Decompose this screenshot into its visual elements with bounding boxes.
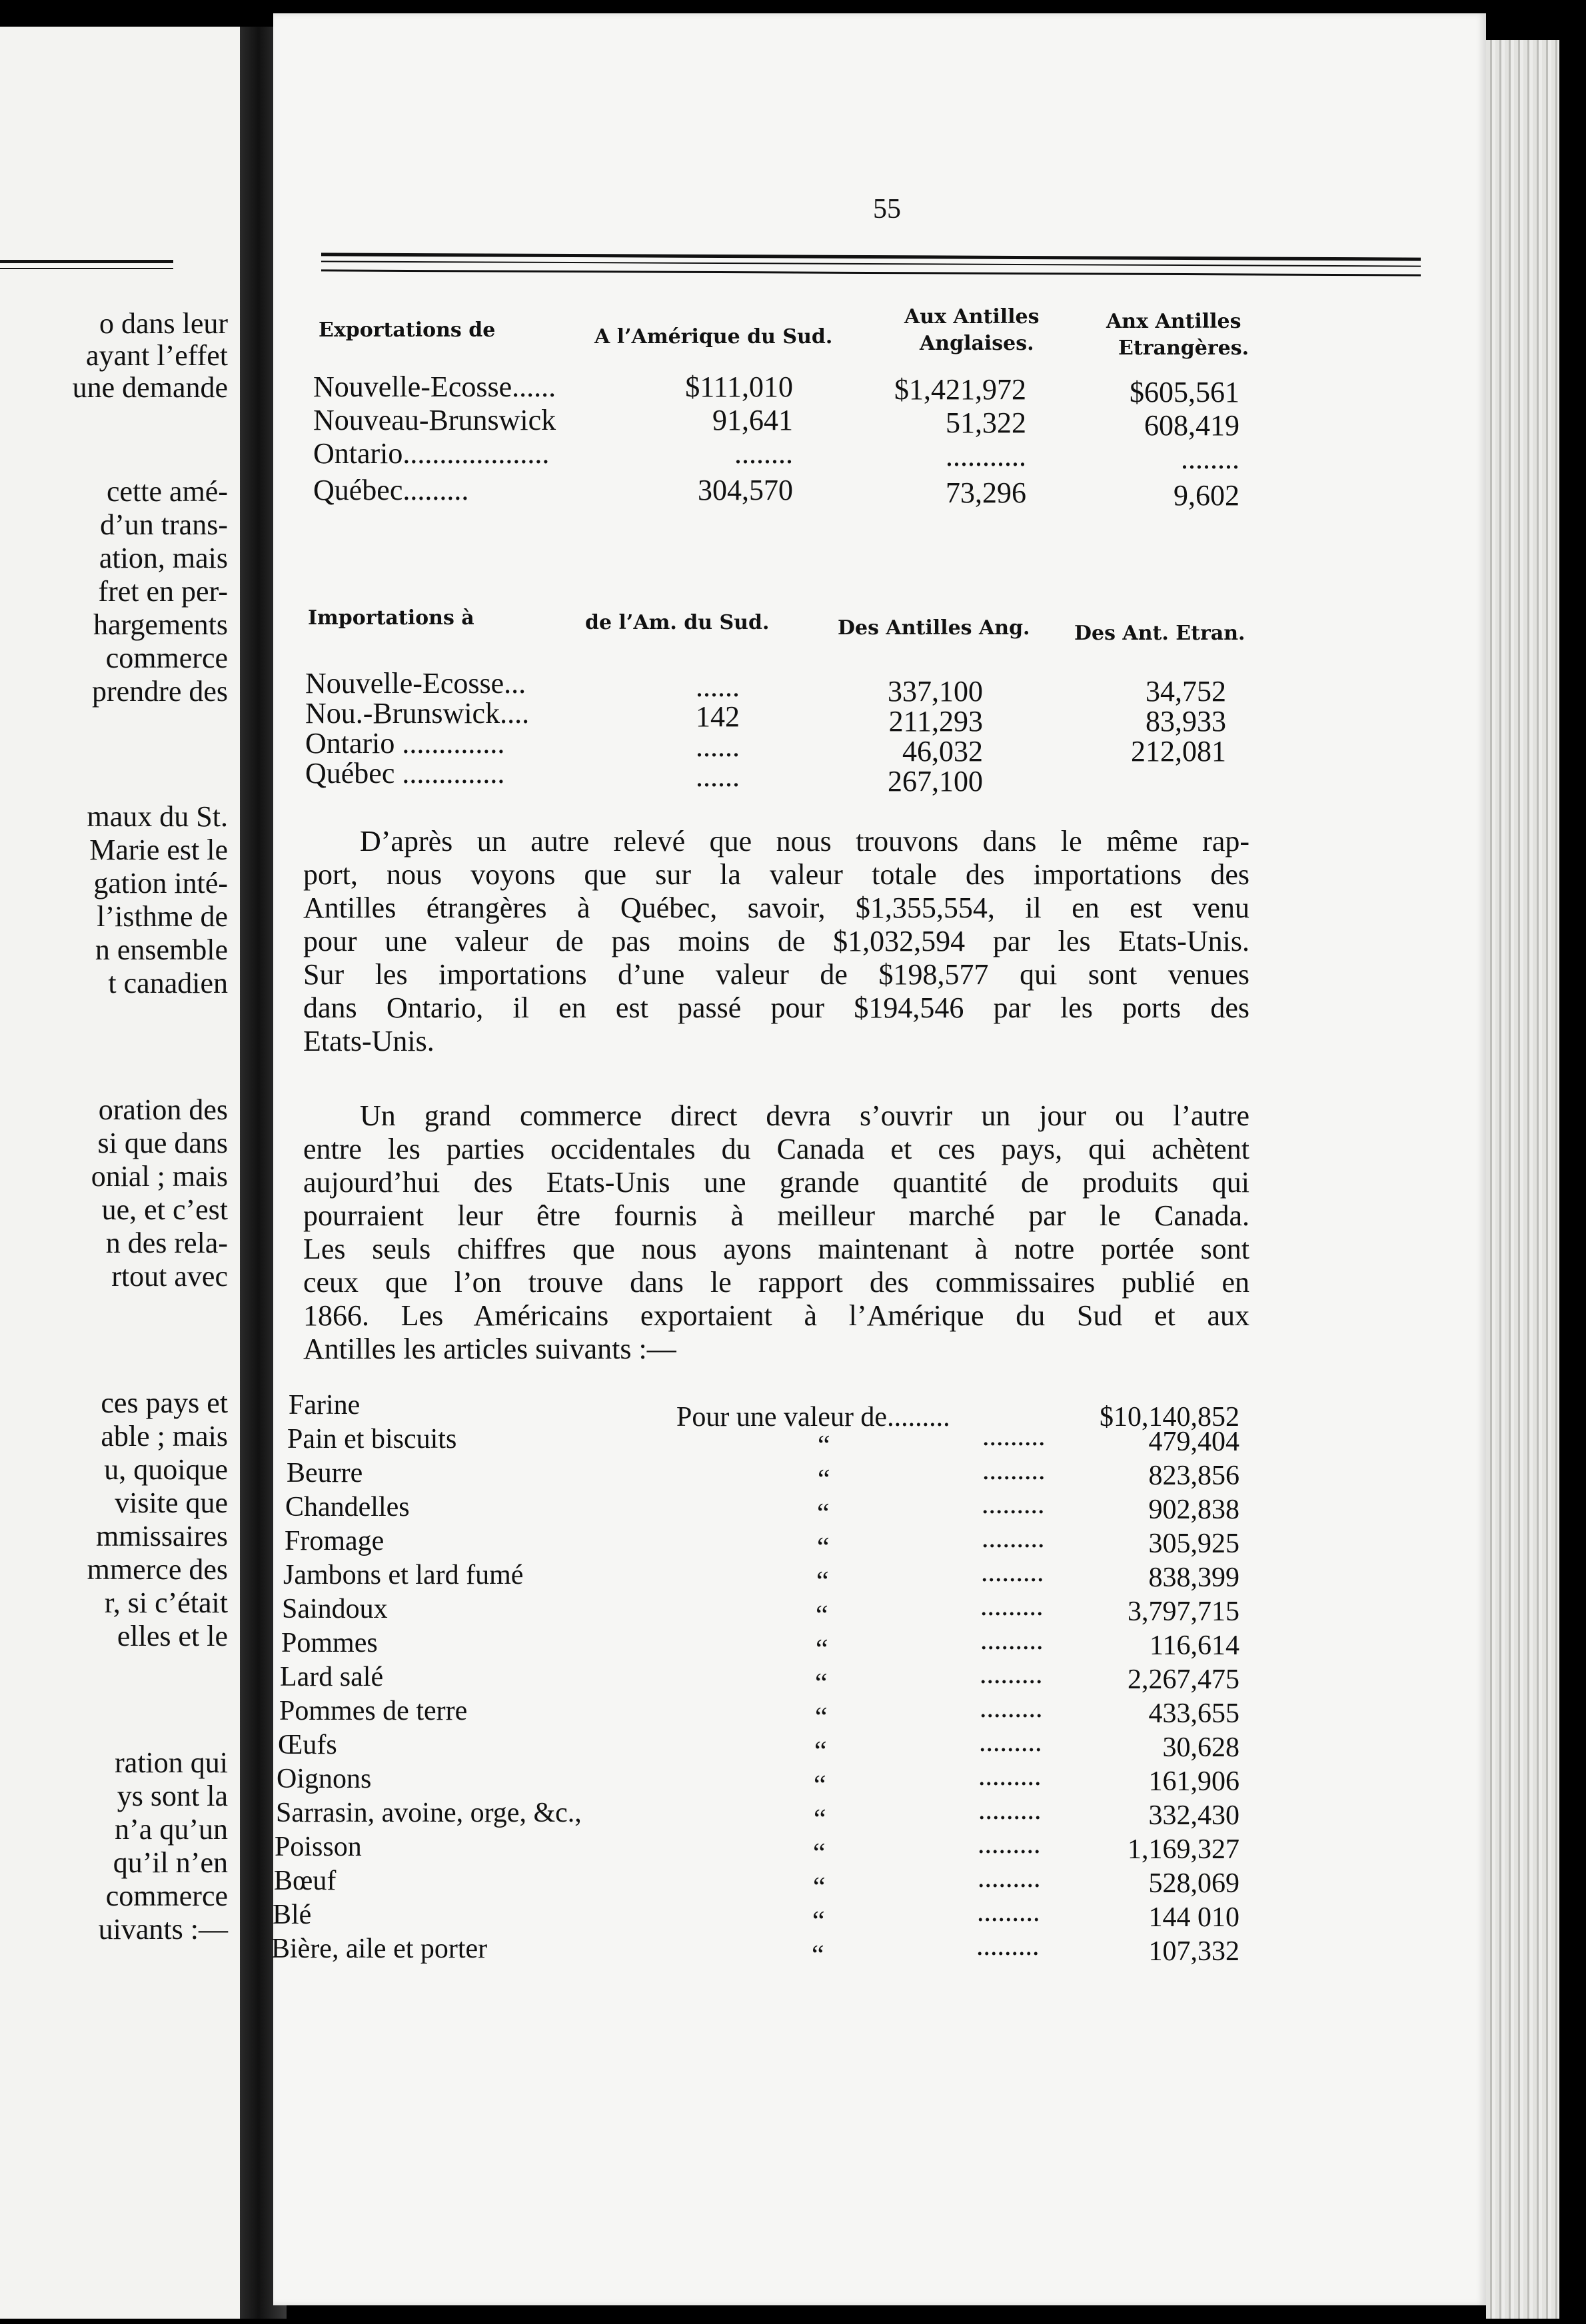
article-ditto: “ [817,1532,830,1563]
exports-row-foreign-antilles: 608,419 [1144,409,1239,442]
paragraph-line: Antilles les articles suivants :— [303,1333,676,1365]
left-page-line: oration des [98,1093,228,1126]
paragraph-line: Sur les importations d’une valeur de $198,577 qui sont venues [303,958,1249,991]
imports-row-south-america: ...... [696,670,740,703]
article-value: 838,399 [1148,1562,1239,1593]
article-value: 161,906 [1148,1766,1239,1797]
left-page-line: commerce [105,1880,228,1912]
left-page-line: gation inté- [93,867,228,899]
left-page-line: une demande [72,371,228,404]
left-page-line: mmerce des [87,1553,228,1586]
imports-row-foreign-antilles: 83,933 [1146,705,1226,738]
paragraph-line: pourraient leur être fournis à meilleur marché par le Canada. [303,1199,1249,1232]
article-name: Œufs [278,1730,337,1760]
exports-row-south-america: ........ [734,437,793,470]
paragraph-line: ceux que l’on trouve dans le rapport des commissaires publié en [303,1266,1249,1299]
exports-header-english-antilles-2: Anglaises. [920,332,1034,355]
left-page-line: si que dans [97,1127,228,1159]
left-page-line: cette amé- [107,475,228,508]
imports-row-south-america: ...... [696,730,740,763]
article-name: Oignons [277,1764,372,1794]
paragraph-line: dans Ontario, il en est passé pour $194,546 par les ports des [303,991,1249,1024]
page-edges [1486,40,1559,2319]
imports-header-english-antilles: Des Antilles Ang. [838,616,1030,640]
exports-row-english-antilles: ........... [946,440,1026,472]
imports-row-name: Québec .............. [305,757,505,790]
article-value: $10,140,852 [1100,1402,1239,1433]
article-name: Saindoux [282,1594,388,1624]
article-value: 305,925 [1148,1528,1239,1559]
article-dots: ......... [981,1557,1044,1588]
article-name: Bière, aile et porter [271,1934,488,1964]
article-name: Chandelles [285,1492,410,1522]
left-page-line: ration qui [115,1746,228,1779]
imports-row-name: Nou.-Brunswick.... [305,697,530,730]
exports-row-english-antilles: 73,296 [946,476,1026,509]
left-page-line: ation, mais [99,542,228,574]
left-page-line: n ensemble [95,933,228,966]
exports-row-name: Nouveau-Brunswick [313,404,556,436]
article-value: 1,169,327 [1128,1834,1239,1865]
article-ditto: “ [818,1464,830,1495]
article-value: 30,628 [1162,1732,1239,1763]
article-name: Blé [273,1900,312,1930]
article-dots: ......... [978,1863,1041,1894]
article-name: Lard salé [280,1662,384,1692]
left-page-line: o dans leur [99,307,228,340]
left-page-line: mmissaires [96,1520,228,1552]
left-page-line: n des rela- [105,1227,228,1259]
article-dots: ......... [978,1761,1042,1792]
imports-row-english-antilles: 211,293 [888,705,983,738]
article-name: Beurre [287,1458,363,1488]
article-ditto: “ [816,1634,828,1665]
left-page-line: maux du St. [87,800,228,833]
imports-row-south-america: ...... [696,760,740,793]
exports-row-foreign-antilles: ........ [1181,442,1239,475]
left-page-line: ayant l’effet [86,339,228,372]
article-value: 2,267,475 [1128,1664,1239,1695]
paragraph-direct-commerce [303,1099,1249,1366]
imports-row-south-america: 142 [696,700,740,733]
left-page-line: hargements [93,608,228,641]
imports-header-label: Importations à [308,606,474,630]
article-ditto: “ [816,1566,829,1597]
left-page-line: able ; mais [101,1420,228,1452]
exports-header-foreign-antilles-1: Anx Antilles [1106,310,1241,333]
paragraph-line: D’après un autre relevé que nous trouvons dans le même rap- [360,825,1249,858]
article-name: Pommes de terre [279,1696,468,1726]
paragraph-line: 1866. Les Américains exportaient à l’Amérique du Sud et aux [303,1299,1249,1332]
article-ditto: “ [813,1838,826,1869]
imports-header-south-america: de l’Am. du Sud. [585,611,770,634]
articles-header-phrase: Pour une valeur de......... [676,1402,950,1433]
left-page-rule [0,260,173,263]
article-value: 528,069 [1148,1868,1239,1899]
article-name: Pain et biscuits [287,1424,457,1454]
exports-header-label: Exportations de [319,318,496,342]
left-page-line: u, quoique [104,1453,228,1486]
article-ditto: “ [812,1906,825,1937]
left-page-line: uivants :— [98,1913,228,1946]
article-value: 479,404 [1148,1427,1239,1457]
exports-row-south-america: 304,570 [698,474,793,506]
paragraph-line: aujourd’hui des Etats-Unis une grande quantité de produits qui [303,1166,1249,1199]
imports-row-english-antilles: 337,100 [888,675,983,708]
left-page-line: l’isthme de [97,900,228,933]
paragraph-line: Les seuls chiffres que nous ayons maintenant à notre portée sont [303,1233,1249,1265]
left-page-line: elles et le [117,1620,228,1652]
left-page-line: d’un trans- [100,508,228,541]
article-dots: ......... [980,1693,1043,1724]
article-value: 332,430 [1148,1800,1239,1831]
article-dots: ......... [982,1523,1045,1554]
left-page-line: qu’il n’en [113,1846,228,1879]
left-page-line: visite que [115,1486,228,1519]
exports-row-name: Ontario.................... [313,437,550,470]
article-value: 3,797,715 [1128,1596,1239,1627]
left-page-line: n’a qu’un [115,1813,228,1846]
article-dots: ......... [980,1625,1044,1656]
paragraph-line: entre les parties occidentales du Canada et ces pays, qui achètent [303,1133,1249,1165]
article-dots: ......... [982,1455,1046,1486]
exports-header-south-america: A l’Amérique du Sud. [594,325,833,348]
article-name: Poisson [275,1832,362,1862]
article-name: Sarrasin, avoine, orge, &c., [276,1798,582,1828]
article-dots: ......... [980,1659,1043,1690]
left-page-line: rtout avec [111,1260,228,1293]
article-dots: ......... [978,1829,1041,1860]
adjacent-page [0,27,240,2319]
article-value: 823,856 [1148,1460,1239,1491]
imports-row-foreign-antilles: 34,752 [1146,675,1226,708]
article-dots: ......... [980,1591,1044,1622]
paragraph-line: port, nous voyons que sur la valeur totale des importations des [303,858,1249,891]
page-number: 55 [873,194,901,225]
article-dots: ......... [977,1897,1040,1928]
article-value: 433,655 [1148,1698,1239,1729]
left-page-line: t canadien [108,967,228,999]
article-ditto: “ [813,1872,826,1903]
exports-row-english-antilles: $1,421,972 [894,373,1026,406]
article-value: 144 010 [1148,1902,1239,1933]
imports-row-english-antilles: 46,032 [902,735,983,768]
paragraph-line: pour une valeur de pas moins de $1,032,594 par les Etats-Unis. [303,925,1249,957]
article-dots: ......... [976,1931,1040,1962]
article-ditto: “ [814,1804,826,1835]
left-page-line: prendre des [91,675,228,708]
article-name: Fromage [285,1526,385,1556]
article-name: Farine [289,1390,361,1421]
article-dots: ......... [982,1421,1046,1452]
exports-row-name: Québec......... [313,474,469,506]
article-name: Pommes [281,1628,378,1658]
article-ditto: “ [814,1736,827,1767]
article-name: Jambons et lard fumé [283,1560,524,1590]
paragraph-line: Etats-Unis. [303,1025,434,1057]
exports-row-name: Nouvelle-Ecosse...... [313,370,556,403]
article-ditto: “ [815,1702,828,1733]
article-value: 116,614 [1150,1630,1239,1661]
article-value: 107,332 [1148,1936,1239,1967]
left-page-line: commerce [105,642,228,674]
exports-header-english-antilles-1: Aux Antilles [904,305,1040,328]
left-page-line: onial ; mais [91,1160,228,1193]
left-page-line: r, si c’était [104,1586,228,1619]
exports-row-foreign-antilles: 9,602 [1174,479,1239,512]
paragraph-import-origin [303,825,1249,1058]
exports-header-foreign-antilles-2: Etrangères. [1118,336,1249,360]
article-ditto: “ [812,1940,824,1971]
exports-row-foreign-antilles: $605,561 [1130,376,1239,408]
article-ditto: “ [818,1431,830,1461]
exports-row-south-america: $111,010 [685,370,793,403]
left-page-line: fret en per- [98,575,228,608]
exports-row-south-america: 91,641 [712,404,793,436]
article-ditto: “ [817,1498,830,1529]
left-page-line: ys sont la [117,1780,228,1812]
article-dots: ......... [979,1727,1042,1758]
article-dots: ......... [978,1795,1042,1826]
left-page-line: Marie est le [89,834,228,866]
article-value: 902,838 [1148,1494,1239,1525]
left-page-line: ces pays et [101,1387,228,1419]
article-dots: ......... [982,1489,1045,1520]
article-name: Bœuf [274,1866,337,1896]
article-ditto: “ [815,1668,828,1699]
left-page-rule-thin [0,268,173,269]
article-ditto: “ [816,1600,828,1631]
left-page-line: ue, et c’est [101,1193,228,1226]
paragraph-line: Un grand commerce direct devra s’ouvrir un jour ou l’autre [360,1099,1249,1132]
paragraph-line: Antilles étrangères à Québec, savoir, $1,355,554, il en est venu [303,891,1249,924]
imports-row-name: Nouvelle-Ecosse... [305,667,526,700]
imports-row-english-antilles: 267,100 [888,765,983,798]
imports-row-name: Ontario .............. [305,727,505,760]
imports-row-foreign-antilles: 212,081 [1131,735,1226,768]
article-ditto: “ [814,1770,826,1801]
imports-header-foreign-antilles: Des Ant. Etran. [1074,622,1245,645]
exports-row-english-antilles: 51,322 [946,406,1026,439]
